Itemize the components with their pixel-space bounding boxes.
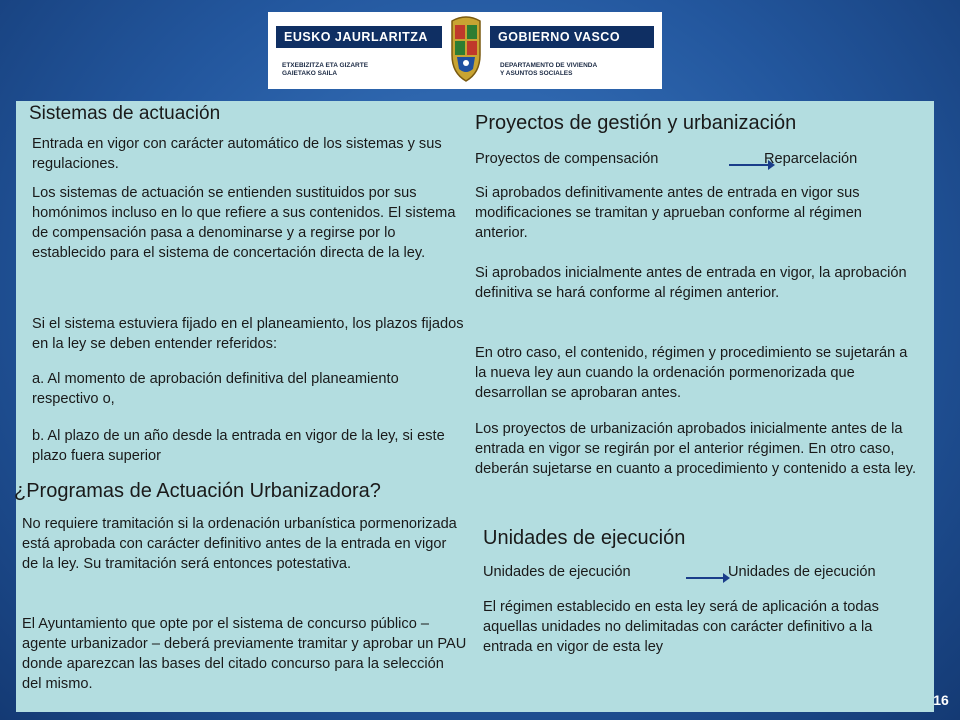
text-punto-a: a. Al momento de aprobación definitiva del planeamiento respectivo o, <box>32 371 399 407</box>
label-unidades-ejecucion-from: Unidades de ejecución <box>483 564 631 580</box>
coat-of-arms-icon <box>446 15 486 85</box>
text-sistema-planeamiento: Si el sistema estuviera fijado en el planeamiento, los plazos fijados en la ley se deben entender referidos: <box>32 316 464 352</box>
logo-title-spanish: GOBIERNO VASCO <box>490 26 654 48</box>
text-otro-caso: En otro caso, el contenido, régimen y procedimiento se sujetarán a la nueva ley aun cuando la ordenación pormenorizada que desarrollan se aprobaran antes. <box>475 345 908 401</box>
label-proyectos-compensacion: Proyectos de compensación <box>475 151 659 167</box>
heading-unidades-ejecucion: Unidades de ejecución <box>483 527 686 549</box>
content-panel <box>16 101 934 712</box>
logo-title-basque: EUSKO JAURLARITZA <box>276 26 442 48</box>
heading-programas-actuacion: ¿Programas de Actuación Urbanizadora? <box>14 480 381 502</box>
text-sistemas-sustituidos: Los sistemas de actuación se entienden sustituidos por sus homónimos incluso en lo que refiere a sus contenidos. El sistema de compensación pasa a denominarse y a regirse por lo establecido para el sistema de concertación directa de la ley. <box>32 185 456 261</box>
logo-department-basque: ETXEBIZITZA ETA GIZARTE GAIETAKO SAILA <box>282 62 369 77</box>
text-pau-concurso: El Ayuntamiento que opte por el sistema de concurso público – agente urbanizador – deberá previamente tramitar y aprobar un PAU donde aparezcan las bases del citado concurso para la selección del mismo. <box>22 616 467 692</box>
text-aprobados-inicialmente: Si aprobados inicialmente antes de entrada en vigor, la aprobación definitiva se hará conforme al régimen anterior. <box>475 265 907 301</box>
text-regimen-unidades: El régimen establecido en esta ley será de aplicación a todas aquellas unidades no delimitadas con carácter definitivo a la entrada en vigor de esta ley <box>483 599 879 655</box>
text-entrada-vigor: Entrada en vigor con carácter automático de los sistemas y sus regulaciones. <box>32 136 442 172</box>
arrow-right-icon <box>686 577 724 579</box>
text-pau-tramitacion: No requiere tramitación si la ordenación urbanística pormenorizada está aprobada con carácter definitivo antes de la entrada en vigor de la ley. Su tramitación será entonces potestativa. <box>22 516 457 572</box>
logo-department-spanish: DEPARTAMENTO DE VIVIENDA Y ASUNTOS SOCIALES <box>500 62 598 77</box>
text-punto-b: b. Al plazo de un año desde la entrada en vigor de la ley, si este plazo fuera superior <box>32 428 445 464</box>
label-unidades-ejecucion-to: Unidades de ejecución <box>728 564 876 580</box>
heading-proyectos-gestion: Proyectos de gestión y urbanización <box>475 112 797 134</box>
text-aprobados-definitivamente: Si aprobados definitivamente antes de entrada en vigor sus modificaciones se tramitan y aprueban conforme al régimen anterior. <box>475 185 862 241</box>
heading-sistemas-actuacion: Sistemas de actuación <box>29 103 221 124</box>
page-number: 16 <box>933 692 949 708</box>
label-reparcelacion: Reparcelación <box>764 151 858 167</box>
text-proyectos-urbanizacion: Los proyectos de urbanización aprobados inicialmente antes de la entrada en vigor se regirán por el anterior régimen. En otro caso, deberán sujetarse en cuanto a procedimiento y contenido a esta ley. <box>475 421 917 477</box>
government-logo <box>268 12 662 89</box>
arrow-right-icon <box>729 164 769 166</box>
